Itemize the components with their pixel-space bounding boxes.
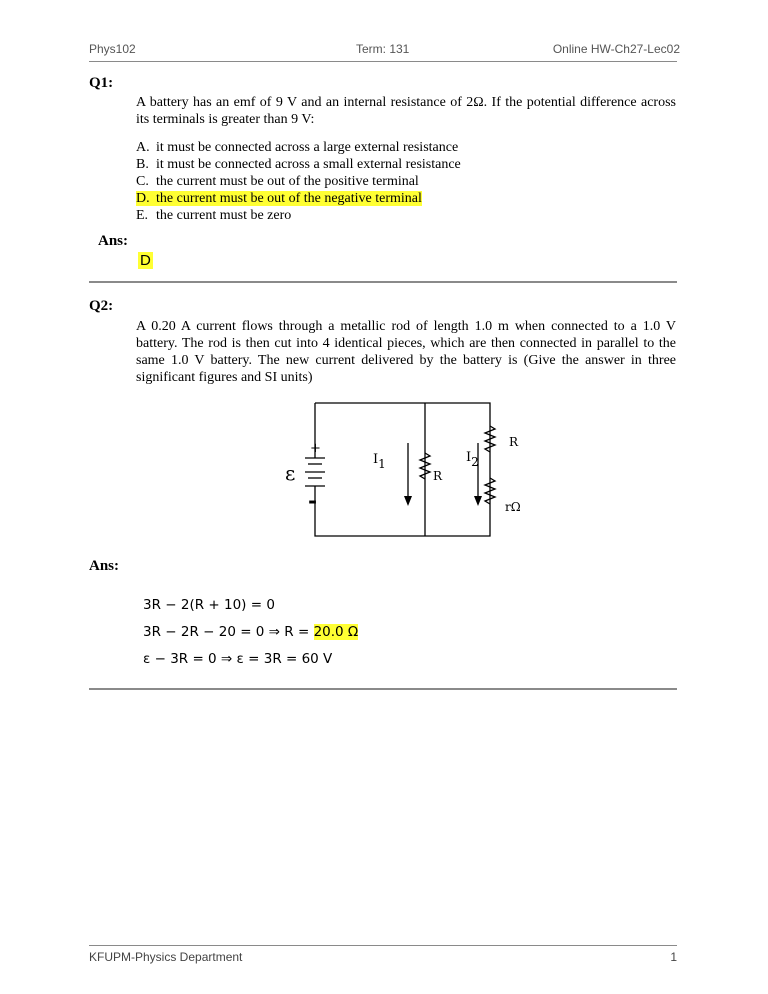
q1-ans-label: Ans: — [98, 233, 129, 249]
arrow-i1-head — [404, 496, 412, 506]
q2-text: A 0.20 A current flows through a metallic rod of length 1.0 m when connected to a 1.0 V battery. The rod is then cut into 4 identical pieces, which are then connected in parallel to the same 1.0 V battery. The new current delivered by the battery is (Give the answer in three significant figures and SI units) — [136, 319, 676, 385]
q2-label: Q2: — [89, 298, 114, 314]
equation-line-3: ε − 3R = 0 ⇒ ε = 3R = 60 V — [143, 651, 333, 667]
r-right-bottom-label: rΩ — [505, 500, 521, 514]
header-rule — [89, 61, 677, 62]
header-course: Phys102 — [89, 42, 136, 56]
footer-department: KFUPM-Physics Department — [89, 950, 243, 964]
header-assignment: Online HW-Ch27-Lec02 — [552, 42, 680, 56]
i2-label: I2 — [466, 450, 479, 469]
arrow-i2-head — [474, 496, 482, 506]
q1-option-d — [136, 190, 461, 207]
equation-line-1: 3R − 2(R + 10) = 0 — [143, 597, 275, 613]
q1-option-a — [136, 139, 461, 156]
equation-highlight: 20.0 Ω — [313, 624, 359, 640]
circuit-diagram — [280, 398, 540, 543]
q1-text: A battery has an emf of 9 V and an internal resistance of 2Ω. If the potential difference across its terminals is greater than 9 V: — [136, 95, 676, 127]
option-letter: D. — [136, 191, 150, 206]
footer-rule — [89, 945, 677, 946]
option-letter: E. — [136, 208, 149, 223]
plus-label: + — [310, 441, 321, 456]
q1-options — [136, 139, 461, 224]
minus-label: - — [308, 488, 318, 514]
circuit-wire-outer — [315, 403, 490, 536]
q1-option-e — [136, 207, 461, 224]
option-text: the current must be zero — [156, 208, 292, 223]
q1-option-c — [136, 173, 461, 190]
option-text: the current must be out of the positive terminal — [156, 174, 419, 189]
option-letter: B. — [136, 157, 149, 172]
r-middle-label: R — [433, 469, 443, 483]
i1-label: I1 — [373, 452, 386, 471]
q1-divider — [89, 281, 677, 283]
option-text: the current must be out of the negative terminal — [156, 191, 422, 206]
header-term: Term: 131 — [356, 42, 410, 56]
q1-answer: D — [140, 252, 151, 269]
q2-divider — [89, 688, 677, 690]
q2-ans-label: Ans: — [89, 558, 120, 574]
q1-option-b — [136, 156, 461, 173]
option-letter: C. — [136, 174, 149, 189]
option-text: it must be connected across a small external resistance — [156, 157, 461, 172]
r-right-top-label: R — [509, 435, 519, 449]
q1-label: Q1: — [89, 75, 114, 91]
option-text: it must be connected across a large external resistance — [156, 140, 459, 155]
emf-label: ε — [285, 461, 296, 485]
footer-page-number: 1 — [670, 950, 677, 964]
equation-line-2: 3R − 2R − 20 = 0 ⇒ R = 20.0 Ω — [143, 624, 359, 640]
option-letter: A. — [136, 140, 150, 155]
